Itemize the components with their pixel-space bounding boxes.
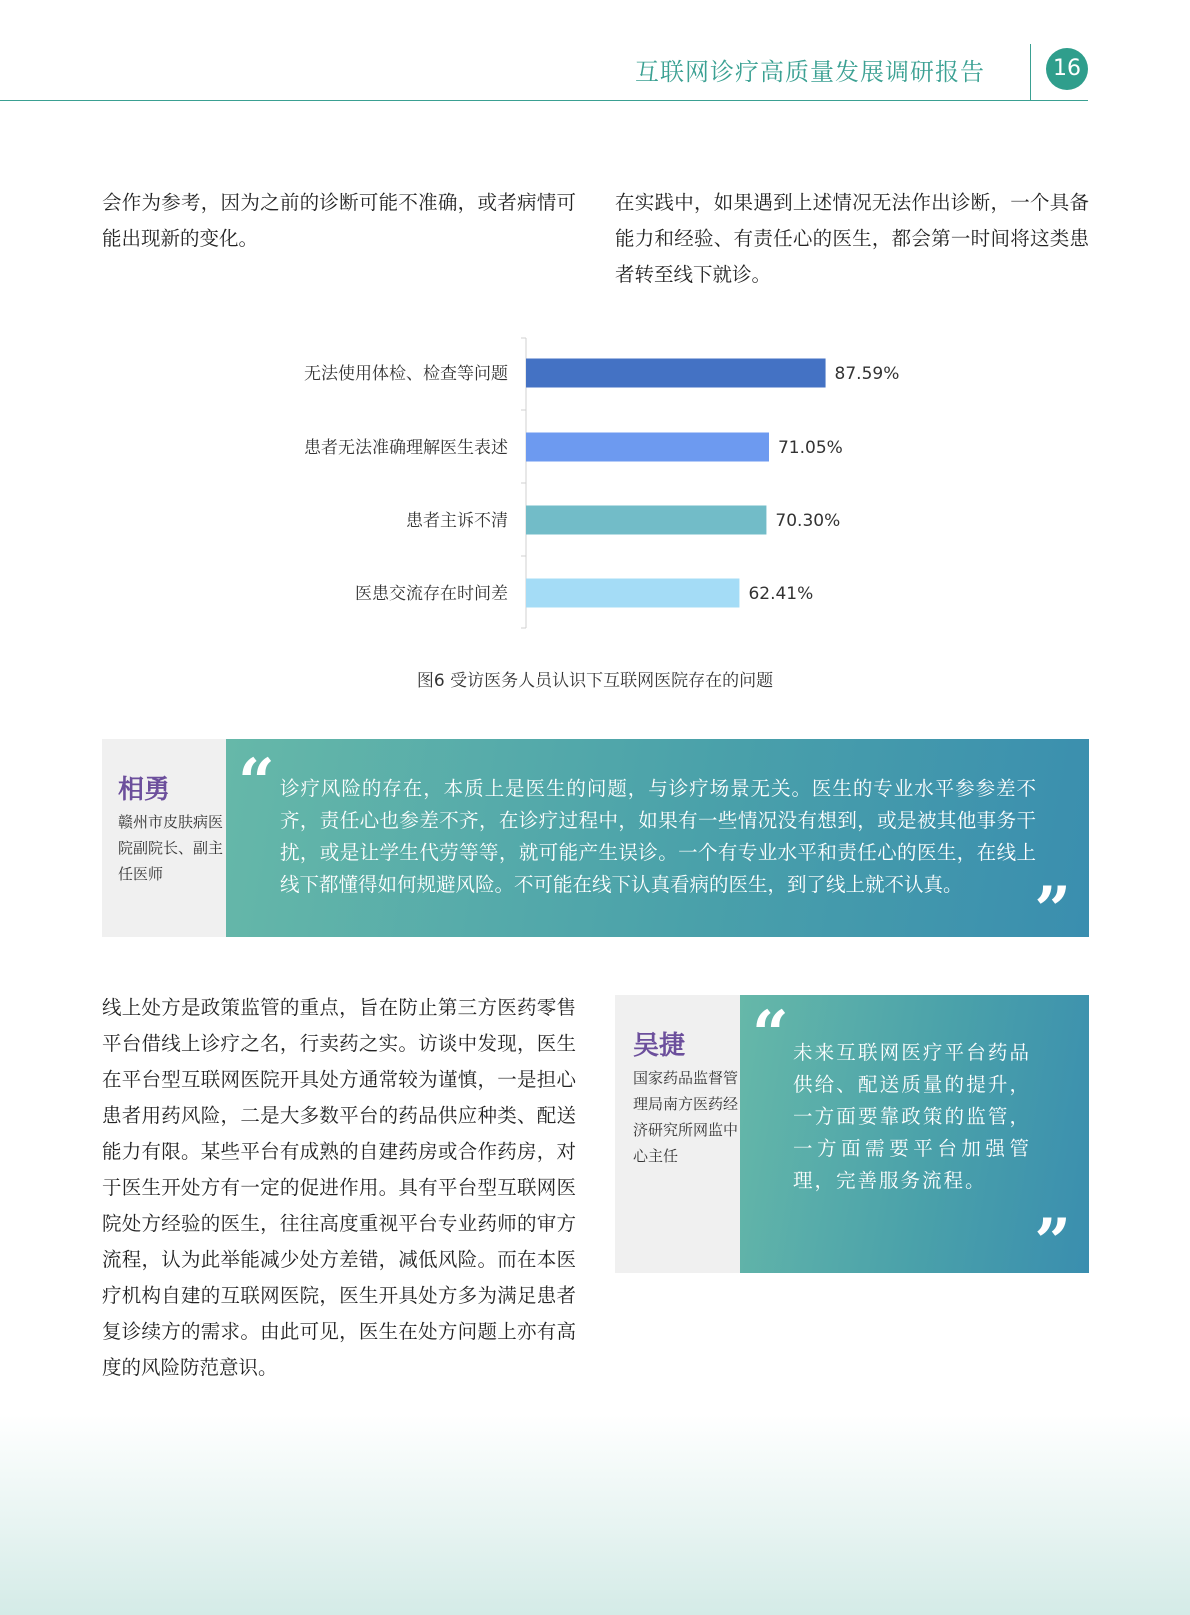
chart-value-label: 71.05%: [777, 438, 843, 458]
chart-caption: 图6 受访医务人员认识下互联网医院存在的问题: [416, 671, 774, 691]
chart-value-label: 87.59%: [834, 364, 900, 384]
chart-bar: [526, 506, 766, 535]
header-divider: [0, 100, 1088, 101]
chart-category-label: 患者主诉不清: [406, 511, 508, 531]
paragraph-bottom: 线上处方是政策监管的重点，旨在防止第三方医药零售平台借线上诊疗之名，行卖药之实。访谈中发现，医生在平台型互联网医院开具处方通常较为谨慎，一是担心患者用药风险，二是大多数平台的药品供应种类、配送能力有限。某些平台有成熟的自建药房或合作药房，对于医生开处方有一定的促进作用。具有平台型互联网医院处方经验的医生，往往高度重视平台专业药师的审方流程，认为此举能减少处方差错，减低风险。而在本医疗机构自建的互联网医院，医生开具处方多为满足患者复诊续方的需求。由此可见，医生在处方问题上亦有高度的风险防范意识。: [102, 996, 576, 1379]
speaker-role: 赣州市皮肤病医院副院长、副主任医师: [118, 813, 224, 883]
paragraph-left-top: 会作为参考，因为之前的诊断可能不准确，或者病情可能出现新的变化。: [102, 191, 576, 250]
chart-value-label: 70.30%: [775, 511, 841, 531]
page-number-badge: 16: [1046, 48, 1088, 90]
chart-bar: [526, 359, 826, 388]
close-quote-icon: ”: [1034, 873, 1071, 948]
chart-category-label: 医患交流存在时间差: [355, 584, 508, 604]
speaker-name: 吴捷: [633, 1031, 686, 1061]
chart-value-label: 62.41%: [748, 584, 814, 604]
chart-bar: [526, 579, 739, 608]
chart-category-label: 患者无法准确理解医生表述: [304, 438, 508, 458]
chart-bar: [526, 433, 769, 462]
header-divider-vertical: [1030, 44, 1031, 100]
bottom-gradient-decoration: [0, 1415, 1190, 1615]
open-quote-icon: “: [752, 997, 789, 1072]
bar-chart: [0, 330, 1190, 640]
quote-text: 诊疗风险的存在，本质上是医生的问题，与诊疗场景无关。医生的专业水平参参差不齐，责任心也参差不齐，在诊疗过程中，如果有一些情况没有想到，或是被其他事务干扰，或是让学生代劳等等，就可能产生误诊。一个有专业水平和责任心的医生，在线上线下都懂得如何规避风险。不可能在线下认真看病的医生，到了线上就不认真。: [280, 777, 1036, 896]
quote-speaker-panel: [102, 739, 226, 937]
quote-box-xiang-yong: [102, 739, 1089, 948]
quote-speaker-panel: [615, 995, 740, 1273]
open-quote-icon: “: [238, 745, 275, 820]
close-quote-icon: ”: [1034, 1205, 1071, 1280]
speaker-role: 国家药品监督管理局南方医药经济研究所网监中心主任: [633, 1069, 739, 1165]
report-title: 互联网诊疗高质量发展调研报告: [635, 58, 985, 86]
paragraph-right-top: 在实践中，如果遇到上述情况无法作出诊断，一个具备能力和经验、有责任心的医生，都会第一时间将这类患者转至线下就诊。: [615, 191, 1089, 286]
quote-text: 未来互联网医疗平台药品供给、配送质量的提升，一方面要靠政策的监管，一方面需要平台加强管理，完善服务流程。: [793, 1041, 1031, 1192]
speaker-name: 相勇: [118, 775, 171, 805]
chart-category-label: 无法使用体检、检查等问题: [304, 364, 508, 384]
quote-box-wu-jie: [615, 995, 1089, 1280]
